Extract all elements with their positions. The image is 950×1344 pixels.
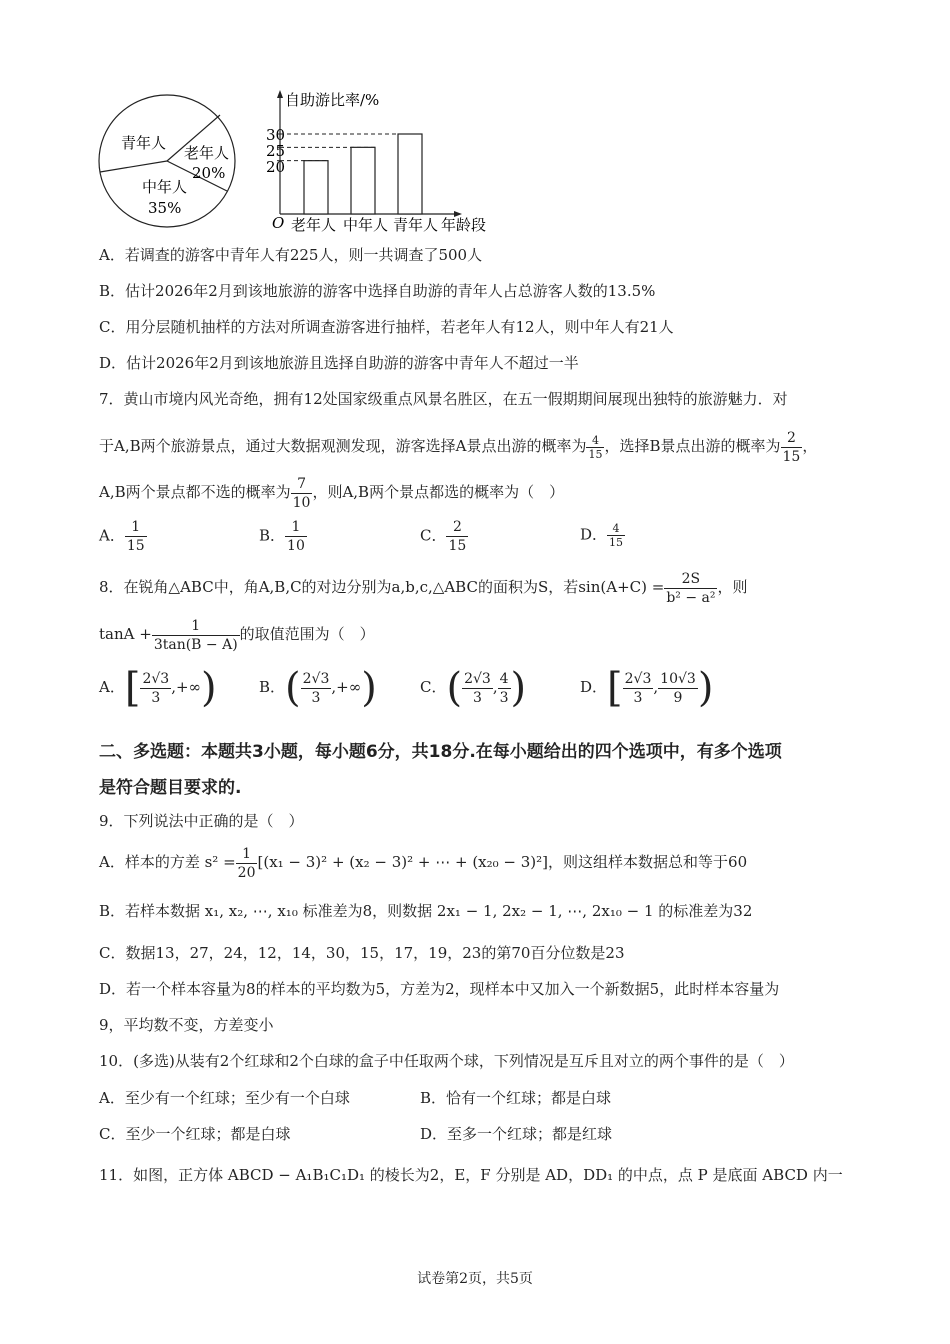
denominator: 20 — [237, 864, 256, 881]
bracket: [ — [124, 665, 141, 711]
q7-text: A,B两个景点都不选的概率为 — [99, 483, 291, 501]
numerator: 2√3 — [624, 670, 652, 687]
numerator: 1 — [152, 617, 240, 636]
pie-label-middle: 中年人 — [142, 178, 188, 196]
option-label: C． — [420, 678, 447, 696]
q9-text: [(x₁ − 3)² + (x₂ − 3)² + ⋯ + (x₂₀ − 3)²]，则这组样本数据总和等于60 — [257, 853, 748, 871]
fraction — [446, 518, 468, 555]
numerator: 2 — [781, 429, 803, 448]
q10-option-d: D．至多一个红球；都是红球 — [420, 1125, 613, 1143]
page-footer: 试卷第2页，共5页 — [417, 1271, 533, 1287]
fraction — [498, 670, 511, 707]
numerator: 2√3 — [464, 670, 491, 687]
denominator: 10 — [287, 538, 305, 554]
bracket: ) — [510, 665, 527, 711]
q9-option-a — [99, 840, 747, 884]
denominator: 3 — [151, 689, 161, 706]
q8-text: 8．在锐角△ABC中，角A,B,C的对边分别为a,b,c,△ABC的面积为S，若sin(A+C) = — [99, 578, 665, 596]
q7-option-b — [259, 518, 307, 555]
y-axis-arrow — [277, 90, 283, 98]
x-tick-label: 老年人 — [291, 216, 337, 234]
denominator: 3 — [473, 689, 482, 706]
q7-stem-line1: 7．黄山市境内风光奇绝，拥有12处国家级重点风景名胜区，在五一假期期间展现出独特的旅游魅力．对 — [99, 390, 788, 408]
numerator: 7 — [291, 475, 313, 494]
option-label: B． — [259, 526, 286, 545]
fraction — [781, 429, 803, 466]
q8-option-b — [259, 665, 377, 711]
option-label: D． — [580, 525, 608, 544]
denominator: 3 — [633, 689, 643, 706]
denominator: 15 — [588, 447, 603, 461]
q8-option-d — [580, 665, 714, 711]
pie-label-middle-pct: 35% — [148, 199, 182, 217]
q10-option-a: A．至少有一个红球；至少有一个白球 — [99, 1089, 350, 1107]
x-axis-label: 年龄段 — [441, 216, 487, 234]
fraction — [658, 670, 698, 707]
y-tick-label: 30 — [266, 126, 286, 144]
q6-option-c: C．用分层随机抽样的方法对所调查游客进行抽样，若老年人有12人，则中年人有21人 — [99, 318, 674, 336]
bar-老年人 — [304, 161, 328, 214]
q8-text: 的取值范围为（ ） — [239, 625, 375, 643]
q9-text: A．样本的方差 s² = — [99, 853, 236, 871]
fraction — [301, 670, 332, 707]
q7-stem-line3 — [99, 470, 564, 514]
option-label: C． — [420, 526, 447, 545]
q7-text: ， — [802, 437, 818, 455]
fraction — [607, 522, 625, 549]
numerator: 10√3 — [660, 670, 696, 687]
comma: , — [492, 678, 498, 696]
fraction — [125, 518, 147, 555]
origin-label: O — [272, 214, 285, 232]
q9-option-d-line1: D．若一个样本容量为8的样本的平均数为5，方差为2，现样本中又加入一个新数据5，此时样本容量为 — [99, 980, 780, 998]
pie-divider — [100, 161, 167, 172]
numerator: 1 — [236, 845, 258, 864]
bar-中年人 — [351, 147, 375, 214]
fraction — [285, 518, 307, 555]
y-tick-label: 20 — [266, 158, 286, 176]
x-tick-label: 青年人 — [393, 216, 439, 234]
fraction — [236, 845, 258, 882]
section-heading-line2: 是符合题目要求的. — [99, 778, 242, 798]
q7-text: 于A,B两个旅游景点，通过大数据观测发现，游客选择A景点出游的概率为 — [99, 437, 587, 455]
option-label: A． — [99, 678, 125, 696]
q10-stem: 10．(多选)从装有2个红球和2个白球的盒子中任取两个球，下列情况是互斥且对立的两个事件的是（ ） — [99, 1052, 794, 1070]
numerator: 1 — [125, 518, 147, 537]
q9-option-d-line2: 9，平均数不变，方差变小 — [99, 1016, 274, 1034]
q7-option-a — [99, 518, 147, 555]
numerator: 2√3 — [302, 670, 330, 687]
fraction — [664, 570, 717, 607]
numerator: 2 — [446, 518, 468, 537]
q8-option-a — [99, 665, 217, 711]
denominator: 15 — [782, 448, 801, 465]
q7-text: ，选择B景点出游的概率为 — [604, 437, 781, 455]
pie-label-elderly-pct: 20% — [192, 164, 226, 182]
q8-stem-line1 — [99, 565, 748, 609]
option-label: B． — [259, 678, 286, 696]
option-label: D． — [580, 678, 608, 696]
pie-chart — [96, 92, 241, 232]
q10-option-b: B．恰有一个红球；都是白球 — [420, 1089, 612, 1107]
denominator: 10 — [292, 494, 311, 511]
denominator: 15 — [609, 536, 624, 549]
pie-label-youth: 青年人 — [121, 134, 167, 152]
numerator: 2S — [664, 570, 717, 589]
q11-stem: 11．如图，正方体 ABCD − A₁B₁C₁D₁ 的棱长为2，E，F 分别是 AD，DD₁ 的中点，点 P 是底面 ABCD 内一 — [99, 1166, 843, 1184]
bracket: ( — [285, 665, 301, 711]
q9-stem: 9．下列说法中正确的是（ ） — [99, 812, 304, 830]
q9-option-b: B．若样本数据 x₁, x₂, ⋯, x₁₀ 标准差为8，则数据 2x₁ − 1, 2x₂ − 1, ⋯, 2x₁₀ − 1 的标准差为32 — [99, 902, 753, 920]
bracket: ) — [697, 665, 714, 711]
denominator: 15 — [126, 538, 145, 554]
numerator: 4 — [607, 522, 625, 536]
numerator: 2√3 — [142, 670, 170, 687]
pie-label-elderly: 老年人 — [184, 144, 230, 162]
q6-option-d: D．估计2026年2月到该地旅游且选择自助游的游客中青年人不超过一半 — [99, 354, 579, 372]
fraction — [152, 617, 240, 654]
denominator: 3tan(B − A) — [153, 636, 238, 653]
comma: , — [653, 678, 659, 696]
denominator: 3 — [311, 689, 321, 706]
q8-option-c — [420, 665, 527, 711]
fraction — [291, 475, 313, 512]
section-heading-line1: 二、多选题：本题共3小题，每小题6分，共18分.在每小题给出的四个选项中，有多个选项 — [99, 742, 782, 762]
fraction — [586, 434, 604, 461]
q8-text: tanA + — [99, 625, 152, 643]
denominator: 9 — [673, 689, 683, 706]
q8-stem-line2 — [99, 612, 375, 656]
option-label: A． — [99, 526, 125, 545]
q7-option-d — [580, 522, 625, 549]
fraction — [462, 670, 493, 707]
q6-option-b: B．估计2026年2月到该地旅游的游客中选择自助游的青年人占总游客人数的13.5% — [99, 282, 656, 300]
q8-text: ，则 — [717, 578, 748, 596]
y-axis-label: 自助游比率/% — [285, 91, 380, 109]
fraction — [140, 670, 171, 707]
q7-option-c — [420, 518, 468, 555]
bar-chart — [258, 88, 498, 236]
x-tick-label: 中年人 — [343, 216, 389, 234]
bar-青年人 — [398, 134, 422, 214]
numerator: 4 — [499, 670, 509, 687]
q9-option-c: C．数据13，27，24，12，14，30，15，17，19，23的第70百分位数是23 — [99, 944, 625, 962]
fraction — [623, 670, 654, 707]
y-tick-label: 25 — [266, 142, 286, 160]
q6-option-a: A．若调查的游客中青年人有225人，则一共调查了500人 — [99, 246, 483, 264]
interval-end: ,+∞ — [171, 678, 202, 696]
bracket: ( — [446, 665, 463, 711]
q7-text: ，则A,B两个景点都选的概率为（ ） — [312, 483, 565, 501]
numerator: 4 — [586, 434, 604, 448]
denominator: 15 — [448, 538, 467, 554]
bracket: ) — [361, 665, 377, 711]
bracket: [ — [607, 665, 623, 711]
q7-stem-line2 — [99, 424, 817, 468]
numerator: 1 — [285, 518, 307, 537]
denominator: b² − a² — [666, 589, 716, 606]
bracket: ) — [201, 665, 217, 711]
q10-option-c: C．至少一个红球；都是白球 — [99, 1125, 291, 1143]
interval-end: ,+∞ — [331, 678, 362, 696]
denominator: 3 — [499, 689, 509, 706]
